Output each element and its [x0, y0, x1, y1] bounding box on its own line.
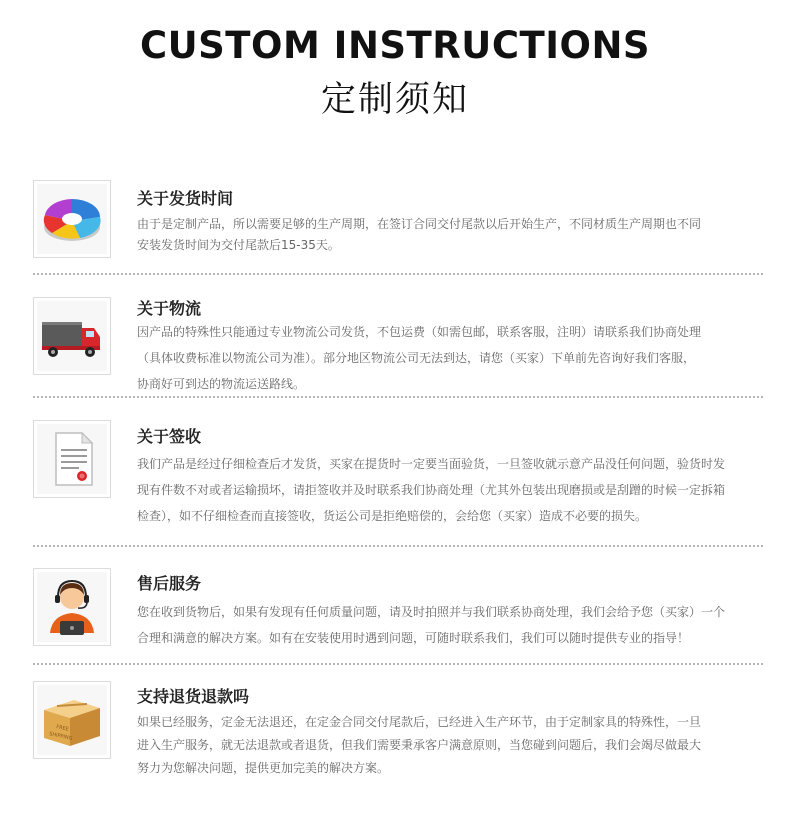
divider: [33, 663, 763, 665]
section-line: 现有件数不对或者运输损坏，请拒签收并及时联系我们协商处理（尤其外包装出现磨损或是刮蹭的时候一定拆箱: [137, 483, 726, 497]
customer-service-icon: [40, 575, 104, 639]
section-line: 协商好可到达的物流运送路线。: [137, 377, 306, 391]
divider: [33, 396, 763, 398]
section-line: 如果已经服务，定金无法退还，在定金合同交付尾款后，已经进入生产环节，由于定制家具的特殊性，一旦: [137, 715, 702, 729]
section-line: 安装发货时间为交付尾款后15-35天。: [137, 238, 340, 252]
section-body: [137, 451, 762, 529]
divider: [33, 273, 763, 275]
page-title-chinese: 定制须知: [320, 80, 469, 120]
section-line: 我们产品是经过仔细检查后才发货，买家在提货时一定要当面验货，一旦签收就示意产品没任何问题，验货时发: [137, 457, 726, 471]
pie-chart-icon: [40, 187, 104, 251]
icon-frame: [33, 297, 111, 375]
section-line: 由于是定制产品，所以需要足够的生产周期，在签订合同交付尾款以后开始生产，不同材质生产周期也不同: [137, 217, 702, 231]
icon-frame: [33, 180, 111, 258]
truck-icon: [40, 304, 104, 368]
divider: [33, 545, 763, 547]
section-body: [137, 599, 762, 651]
section-title: 关于发货时间: [137, 189, 234, 208]
section-body: [137, 319, 762, 397]
section-line: 合理和满意的解决方案。如有在安装使用时遇到问题，可随时联系我们，我们可以随时提供专业的指导！: [137, 631, 690, 645]
section-line: 您在收到货物后，如果有发现有任何质量问题，请及时拍照并与我们联系协商处理，我们会给予您（买家）一个: [137, 605, 726, 619]
icon-frame: [33, 420, 111, 498]
section-line: 进入生产服务，就无法退款或者退货，但我们需要秉承客户满意原则，当您碰到问题后，我们会竭尽做最大: [137, 738, 702, 752]
section-body: [137, 214, 762, 256]
section-line: 努力为您解决问题，提供更加完美的解决方案。: [137, 761, 390, 775]
section-line: 因产品的特殊性只能通过专业物流公司发货，不包运费（如需包邮，联系客服，注明）请联系我们协商处理: [137, 325, 702, 339]
section-line: 检查），如不仔细检查而直接签收，货运公司是拒绝赔偿的，会给您（买家）造成不必要的损失。: [137, 509, 648, 523]
icon-frame: [33, 568, 111, 646]
section-title: 售后服务: [137, 574, 202, 593]
section-title: 关于物流: [137, 299, 202, 318]
box-stamp-line2: SHIPPING: [48, 731, 73, 742]
icon-frame: [33, 681, 111, 759]
section-body: [137, 711, 762, 780]
box-stamp-line1: FREE: [55, 724, 70, 733]
page-title-english: CUSTOM INSTRUCTIONS: [139, 24, 651, 67]
section-title: 支持退货退款吗: [137, 687, 250, 706]
section-title: 关于签收: [137, 427, 202, 446]
section-line: （具体收费标准以物流公司为准）。部分地区物流公司无法到达，请您（买家）下单前先咨询好我们客服，: [137, 351, 696, 365]
document-icon: [40, 427, 104, 491]
shipping-box-icon: [40, 688, 104, 752]
